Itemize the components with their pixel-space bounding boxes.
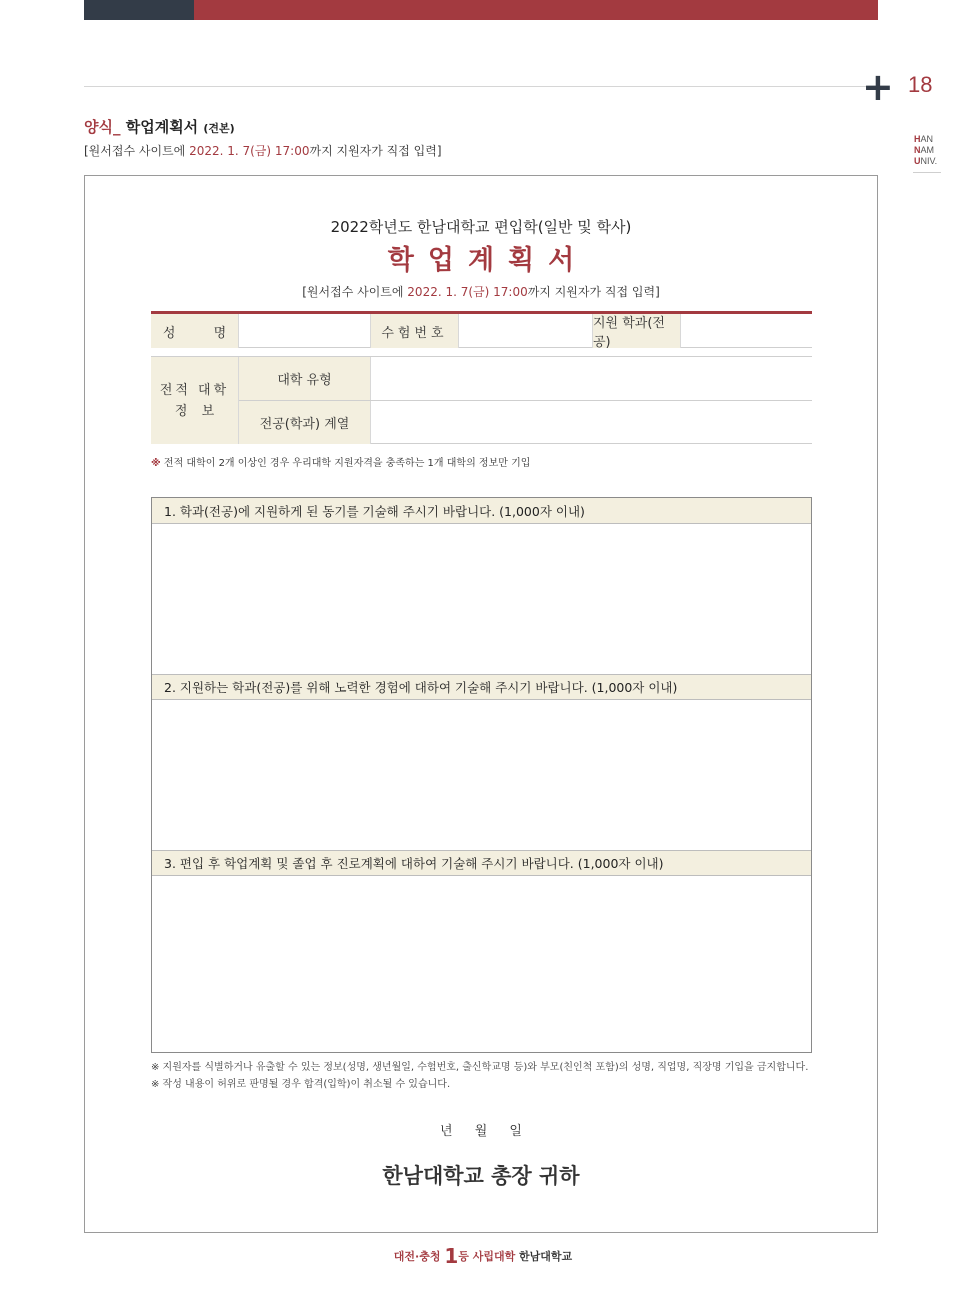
note-item: ※ 지원자를 식별하거나 유출할 수 있는 정보(성명, 생년월일, 수험번호, 출신학교명 등)와 부모(친인척 포함)의 성명, 직업명, 직장명 기입을 금지합니다. xyxy=(151,1062,809,1073)
univ-divider xyxy=(913,172,941,173)
department-label: 지원 학과(전공) xyxy=(593,314,681,348)
prev-univ-label xyxy=(151,357,239,444)
question-1-header: 1. 학과(전공)에 지원하게 된 동기를 기술해 주시기 바랍니다. (1,000자 이내) xyxy=(152,498,811,524)
form-label xyxy=(84,116,235,137)
department-field[interactable] xyxy=(681,314,812,348)
sub-pre: [원서접수 사이트에 xyxy=(84,144,190,158)
prev-univ-note xyxy=(151,454,530,469)
form-label-tag: (견본) xyxy=(203,122,235,135)
prev-univ-label-line1: 전적 대학 xyxy=(159,382,230,398)
question-3-answer[interactable] xyxy=(152,876,811,1052)
date-line: 년 월 일 xyxy=(440,1124,522,1139)
form-label-sub xyxy=(84,142,442,159)
form-label-prefix: 양식_ xyxy=(84,118,121,136)
applicant-row xyxy=(151,314,812,348)
footer-part1: 대전·충청 xyxy=(393,1250,441,1263)
page-number: 18 xyxy=(908,72,933,97)
sub-post: 까지 지원자가 직접 입력] xyxy=(309,144,442,158)
univ-letter: H xyxy=(914,134,921,144)
document-heading: 2022학년도 한남대학교 편입학(일반 및 학사) xyxy=(330,218,632,236)
prev-univ-block xyxy=(151,356,812,444)
univ-rest: NIV. xyxy=(920,156,938,166)
footer-slogan xyxy=(0,1244,966,1268)
univ-type-field[interactable] xyxy=(371,357,812,400)
univ-rest: AM xyxy=(920,145,934,155)
question-2-answer[interactable] xyxy=(152,700,811,850)
question-1-answer[interactable] xyxy=(152,524,811,674)
questions-box xyxy=(151,497,812,1053)
prev-univ-label-line2: 정 보 xyxy=(174,403,215,419)
top-bar-red xyxy=(194,0,878,20)
name-field[interactable] xyxy=(239,314,371,348)
top-bar-dark xyxy=(84,0,194,20)
footer-num: 1 xyxy=(444,1244,459,1268)
signature-line: 한남대학교 총장 귀하 xyxy=(382,1164,580,1188)
form-label-title: 학업계획서 xyxy=(125,118,199,136)
note-item: ※ 작성 내용이 허위로 판명될 경우 합격(입학)이 취소될 수 있습니다. xyxy=(151,1079,451,1090)
header-rule xyxy=(84,86,878,87)
document-subtitle xyxy=(85,283,877,300)
exam-number-field[interactable] xyxy=(459,314,593,348)
question-2-header: 2. 지원하는 학과(전공)를 위해 노력한 경험에 대하여 기술해 주시기 바랍니다. (1,000자 이내) xyxy=(152,674,811,700)
univ-logo-text xyxy=(914,134,937,167)
sub-date: 2022. 1. 7(금) 17:00 xyxy=(189,144,310,158)
note-mark: ※ xyxy=(151,458,161,469)
bottom-notes xyxy=(151,1059,808,1093)
univ-letter: U xyxy=(914,156,921,166)
univ-type-label: 대학 유형 xyxy=(239,357,371,400)
document-title: 학업계획서 xyxy=(387,245,589,276)
name-label: 성 명 xyxy=(151,314,239,348)
plus-icon: + xyxy=(862,65,894,109)
univ-letter: N xyxy=(914,145,921,155)
major-field-label: 전공(학과) 계열 xyxy=(239,401,371,444)
doc-sub-post: 까지 지원자가 직접 입력] xyxy=(527,285,660,299)
footer-part2: 등 사립대학 xyxy=(458,1250,516,1263)
univ-rest: AN xyxy=(920,134,934,144)
note-text: 전적 대학이 2개 이상인 경우 우리대학 지원자격을 충족하는 1개 대학의 정보만 기입 xyxy=(160,458,531,469)
doc-sub-pre: [원서접수 사이트에 xyxy=(302,285,408,299)
exam-number-label: 수험번호 xyxy=(371,314,459,348)
doc-sub-date: 2022. 1. 7(금) 17:00 xyxy=(407,285,528,299)
footer-part3: 한남대학교 xyxy=(515,1250,573,1263)
major-field-field[interactable] xyxy=(371,401,812,444)
question-3-header: 3. 편입 후 학업계획 및 졸업 후 진로계획에 대하여 기술해 주시기 바랍니다. (1,000자 이내) xyxy=(152,850,811,876)
document-frame xyxy=(84,175,878,1233)
